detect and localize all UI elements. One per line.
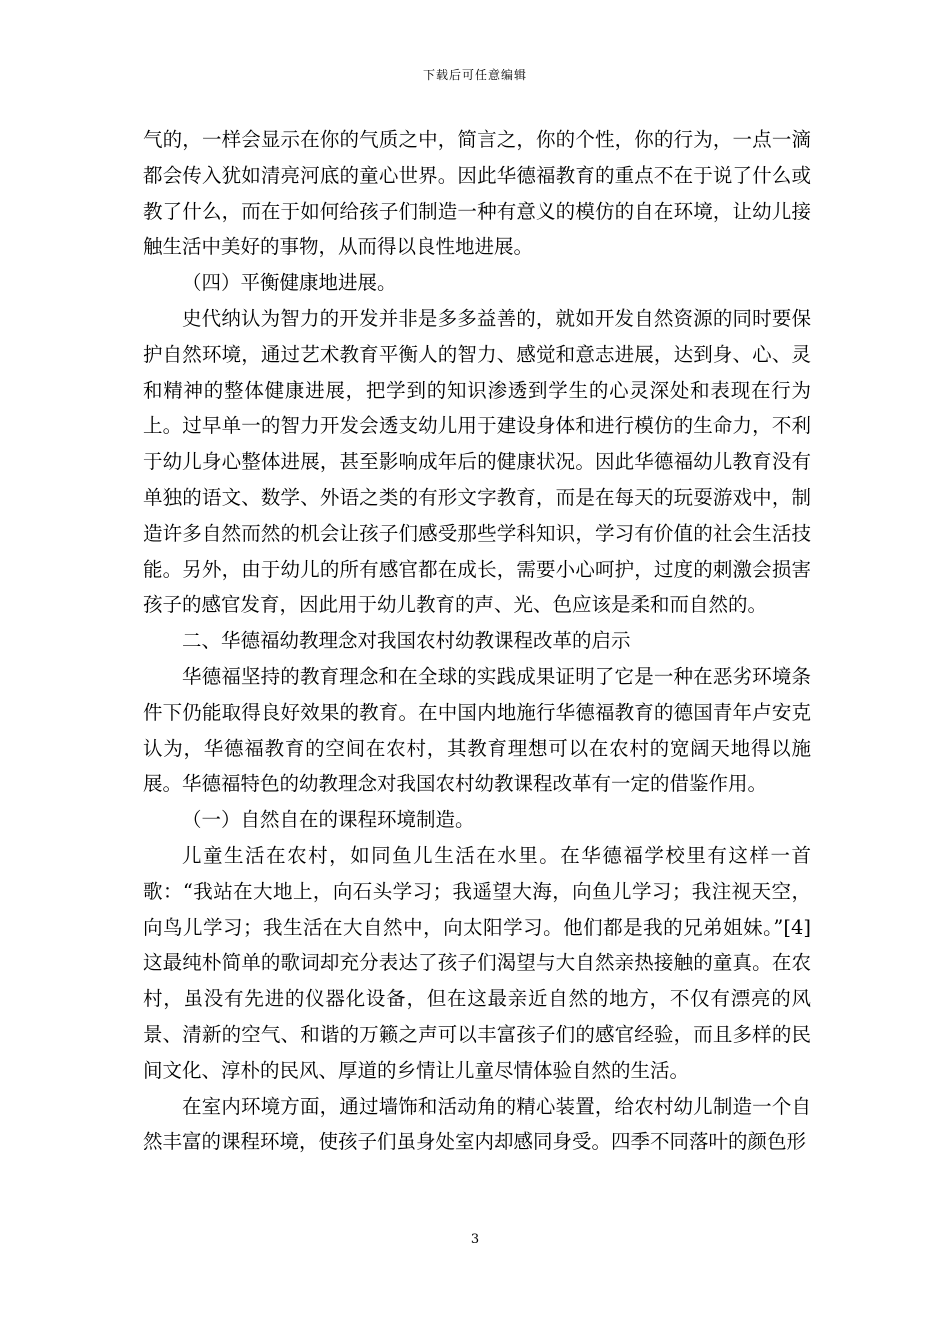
section-heading: （四）平衡健康地进展。	[182, 271, 397, 295]
section-heading: （一）自然自在的课程环境制造。	[182, 808, 475, 832]
section-heading: 二、华德福幼教理念对我国农村幼教课程改革的启示	[182, 629, 631, 653]
paragraph: 在室内环境方面，通过墙饰和活动角的精心装置，给农村幼儿制造一个自然丰富的课程环境，使孩子们虽身处室内却感同身受。四季不同落叶的颜色形	[143, 1094, 811, 1154]
page-header: 下载后可任意编辑	[422, 68, 527, 82]
paragraph: 儿童生活在农村，如同鱼儿生活在水里。在华德福学校里有这样一首歌：“我站在大地上，向石头学习；我遥望大海，向鱼儿学习；我注视天空，向鸟儿学习；我生活在大自然中，向太阳学习。他们都是我的兄弟姐妹。”[4]这最纯朴简单的歌词却充分表达了孩子们渴望与大自然亲热接触的童真。在农村，虽没有先进的仪器化设备，但在这最亲近自然的地方，不仅有漂亮的风景、清新的空气、和谐的万籁之声可以丰富孩子们的感官经验，而且多样的民间文化、淳朴的民风、厚道的乡情让儿童尽情体验自然的生活。	[143, 843, 811, 1082]
document-body	[143, 122, 811, 1160]
paragraph: 华德福坚持的教育理念和在全球的实践成果证明了它是一种在恶劣环境条件下仍能取得良好效果的教育。在中国内地施行华德福教育的德国青年卢安克认为，华德福教育的空间在农村，其教育理想可以在农村的宽阔天地得以施展。华德福特色的幼教理念对我国农村幼教课程改革有一定的借鉴作用。	[143, 664, 811, 796]
paragraph: 史代纳认为智力的开发并非是多多益善的，就如开发自然资源的同时要保护自然环境，通过艺术教育平衡人的智力、感觉和意志进展，达到身、心、灵和精神的整体健康进展，把学到的知识渗透到学生的心灵深处和表现在行为上。过早单一的智力开发会透支幼儿用于建设身体和进行模仿的生命力，不利于幼儿身心整体进展，甚至影响成年后的健康状况。因此华德福幼儿教育没有单独的语文、数学、外语之类的有形文字教育，而是在每天的玩耍游戏中，制造许多自然而然的机会让孩子们感受那些学科知识，学习有价值的社会生活技能。另外，由于幼儿的所有感官都在成长，需要小心呵护，过度的刺激会损害孩子的感官发育，因此用于幼儿教育的声、光、色应该是柔和而自然的。	[143, 306, 811, 617]
page-number: 3	[470, 1232, 480, 1247]
paragraph: 气的，一样会显示在你的气质之中，简言之，你的个性，你的行为，一点一滴都会传入犹如清亮河底的童心世界。因此华德福教育的重点不在于说了什么或教了什么，而在于如何给孩子们制造一种有意义的模仿的自在环境，让幼儿接触生活中美好的事物，从而得以良性地进展。	[143, 128, 811, 259]
